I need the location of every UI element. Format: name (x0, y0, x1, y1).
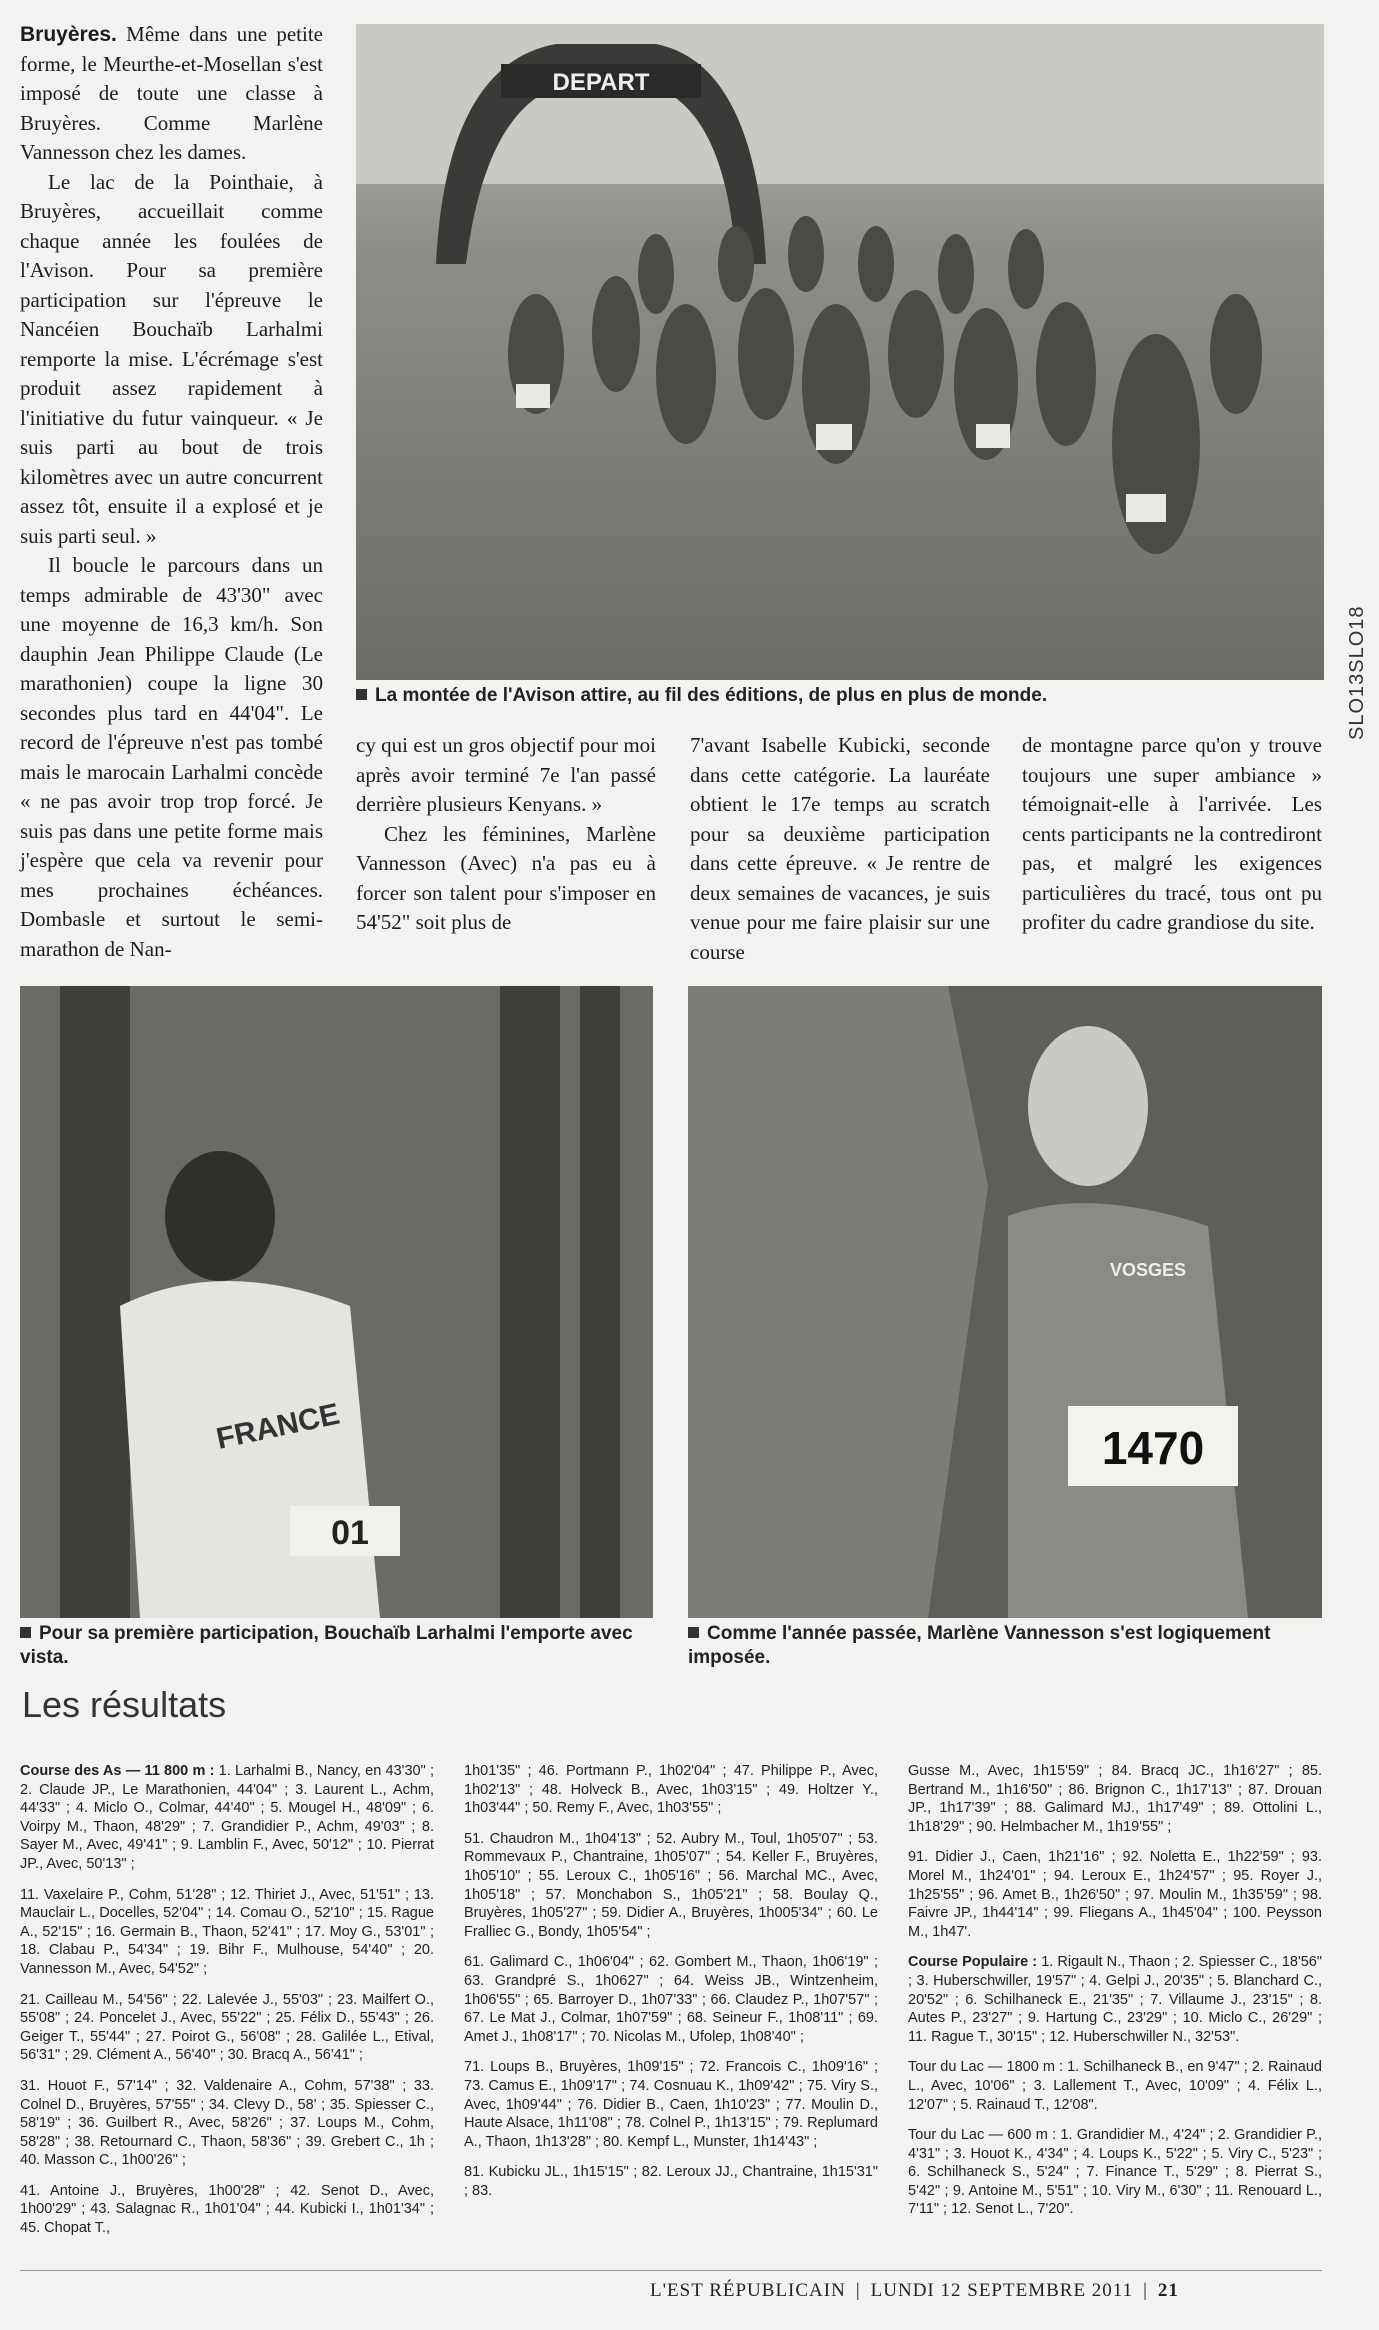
results-text: Tour du Lac — 600 m : 1. Grandidier M., 4'24" ; 2. Grandidier P., 4'31" ; 3. Houot K., 4'34" ; 4. Loups K., 5'22" ; 5. Viry C., 5'23" ; 6. Schilhaneck S., 5'24" ; 7. Finance T., 5'29" ; 8. Pierrat S., 5'42" ; 9. Antoine M., 5'51" ; 10. Viry M., 6'30" ; 11. Renouard L., 7'11" ; 12. Senot L., 7'20". (908, 2127, 1322, 2218)
paragraph (356, 731, 656, 820)
race-label: Course des As — 11 800 m : (20, 1763, 215, 1779)
paragraph-text: Même dans une petite forme, le Meurthe-et-Mosellan s'est imposé de toute une classe à Bruyères. Comme Marlène Vannesson chez les dames. (20, 22, 323, 164)
results-column-2 (464, 1762, 878, 2212)
photo-caption-top (356, 684, 1324, 708)
results-text: 91. Didier J., Caen, 1h21'16" ; 92. Noletta E., 1h22'59" ; 93. Morel M., 1h24'01" ; 94. Leroux E., 1h24'57" ; 95. Royer J., 1h25'55" ; 96. Amet B., 1h26'50" ; 97. Moulin M., 1h35'59" ; 98. Faivre JP., 1h44'14" ; 99. Fliegans A., 1h45'04" ; 100. Peysson M., 1h47'. (908, 1849, 1322, 1940)
results-paragraph (464, 1830, 878, 1942)
newspaper-name: L'EST RÉPUBLICAIN (650, 2280, 846, 2301)
page-number: 21 (1157, 2280, 1179, 2301)
photo-caption-right (688, 1622, 1322, 1670)
issue-date: LUNDI 12 SEPTEMBRE 2011 (870, 2280, 1134, 2301)
caption-bullet-icon (356, 689, 367, 700)
results-text: 1h01'35" ; 46. Portmann P., 1h02'04" ; 47. Philippe P., Avec, 1h02'13" ; 48. Holveck B., Avec, 1h03'15" ; 49. Holtzer Y., 1h03'44" ; 50. Remy F., Avec, 1h03'55" ; (464, 1763, 878, 1817)
paragraph (356, 820, 656, 938)
results-paragraph (20, 1991, 434, 2065)
results-paragraph (908, 1848, 1322, 1941)
results-text: 41. Antoine J., Bruyères, 1h00'28" ; 42. Senot D., Avec, 1h00'29" ; 43. Salagnac R., 1h01'04" ; 44. Kubicki I., 1h01'34" ; 45. Chopat T., (20, 2182, 434, 2237)
shirt-text: VOSGES (1109, 1260, 1187, 1280)
photo-race-start (356, 24, 1324, 680)
paragraph-text: Le lac de la Pointhaie, à Bruyères, accueillait comme chaque année les foulées de l'Avison. Pour sa première participation sur l'épreuve le Nancéien Bouchaïb Larhalmi remporte la mise. L'écrémage s'est produit assez rapidement à l'initiative du futur vainqueur. « Je suis parti au bout de trois kilomètres avec un autre concurrent assez tôt, ensuite il a explosé et je suis parti seul. » (20, 169, 323, 548)
caption-bullet-icon (20, 1627, 31, 1638)
runner-man-image (20, 986, 653, 1618)
race-label: Course Populaire : (908, 1954, 1038, 1971)
results-paragraph (908, 1762, 1322, 1836)
paragraph (690, 731, 990, 967)
paragraph (1022, 731, 1322, 938)
results-paragraph (20, 2077, 434, 2170)
results-column-3 (908, 1762, 1322, 2231)
results-paragraph (464, 1953, 878, 2046)
results-text: 61. Galimard C., 1h06'04" ; 62. Gombert M., Thaon, 1h06'19" ; 63. Grandpré S., 1h0627" ; 64. Weiss JB., Wintzenheim, 1h06'55" ; 65. Barroyer D., 1h07'33" ; 66. Claudez P., 1h07'57" ; 67. Le Mat J., Colmar, 1h07'59" ; 68. Seineur F., 1h08'11" ; 69. Amet J., 1h08'17" ; 70. Nicolas M., Ufolep, 1h08'40" ; (464, 1954, 878, 2045)
bib-number: 1470 (1101, 1422, 1205, 1474)
results-text: 81. Kubicku JL., 1h15'15" ; 82. Leroux JJ., Chantraine, 1h15'31" ; 83. (464, 2164, 878, 2199)
results-text: 21. Cailleau M., 54'56" ; 22. Lalevée J., 55'03" ; 23. Mailfert O., 55'08" ; 24. Poncelet J., Avec, 55'22" ; 25. Félix D., 55'43" ; 26. Geiger T., 55'44" ; 27. Poirot G., 56'08" ; 28. Galilée L., Etival, 56'31" ; 29. Clément A., 56'40" ; 30. Bracq A., 56'41" ; (20, 1991, 434, 2064)
photo-caption-left (20, 1622, 653, 1670)
side-code: SLO13SLO18 (1346, 605, 1368, 740)
runner-woman-image (688, 986, 1322, 1618)
results-text: 31. Houot F., 57'14" ; 32. Valdenaire A., Cohm, 57'38" ; 33. Colnel D., Bruyères, 57'55" ; 34. Clevy D., 58' ; 35. Spiesser C., 58'19" ; 36. Guilbert R., Avec, 58'26" ; 37. Loups M., Cohm, 58'28" ; 38. Retournard C., Thaon, 58'36" ; 39. Grebert C., 1h ; 40. Masson C., 1h00'26" ; (20, 2077, 434, 2169)
caption-text: Comme l'année passée, Marlène Vannesson s'est logiquement imposée. (688, 1623, 1271, 1668)
shirt-text: FRANCE (213, 1397, 343, 1456)
caption-bullet-icon (688, 1627, 699, 1638)
results-title: Les résultats (22, 1684, 227, 1725)
results-paragraph (464, 2163, 878, 2200)
caption-text: La montée de l'Avison attire, au fil des éditions, de plus en plus de monde. (375, 685, 1048, 706)
paragraph (20, 168, 323, 552)
footer-rule (20, 2270, 1322, 2271)
paragraph (20, 551, 323, 964)
paragraph-text: Il boucle le parcours dans un temps admirable de 43'30" avec une moyenne de 16,3 km/h. Son dauphin Jean Philippe Claude (Le marathonien) coupe la ligne 30 secondes plus tard en 44'04". Le record de l'épreuve n'est pas tombé mais le marocain Larhalmi concède « ne pas avoir trop trop forcé. Je suis pas dans une petite forme mais j'espère que cela va revenir pour mes prochaines échéances. Dombasle et surtout le semi-marathon de Nan- (20, 553, 323, 961)
results-paragraph (464, 2058, 878, 2151)
lead-word: Bruyères. (20, 23, 117, 46)
results-column-1 (20, 1762, 434, 2250)
results-text: 1. Rigault N., Thaon ; 2. Spiesser C., 18'56" ; 3. Huberschwiller, 19'57" ; 4. Gelpi J., 20'35" ; 5. Blanchard C., 20'52" ; 6. Schilhaneck E., 21'35" ; 7. Villaume J., 23'15" ; 8. Autes P., 23'27" ; 9. Hartung C., 23'29" ; 10. Miclo C., 26'29" ; 11. Rague T., 30'15" ; 12. Huberschwiller N., 32'53". (908, 1954, 1322, 2045)
results-paragraph (908, 2126, 1322, 2219)
results-text: 11. Vaxelaire P., Cohm, 51'28" ; 12. Thiriet J., Avec, 51'51" ; 13. Mauclair L., Docelles, 52'04" ; 14. Comau O., 52'10" ; 15. Rague A., 52'15" ; 16. Germain B., Thaon, 52'41" ; 17. Moy G., 53'01" ; 18. Clabau P., 54'34" ; 19. Bihr F., Mulhouse, 54'40" ; 20. Vannesson M., Avec, 54'52" ; (20, 1886, 434, 1977)
article-column-2 (356, 731, 656, 938)
results-text: 1. Larhalmi B., Nancy, en 43'30" ; 2. Claude JP., Le Marathonien, 44'04" ; 3. Laurent L., Achm, 44'33" ; 4. Miclo O., Colmar, 44'40" ; 5. Mougel H., 48'09" ; 6. Voirpy M., Thaon, 48'29" ; 7. Grandidier P., Achm, 49'03" ; 8. Sayer M., Avec, 49'41" ; 9. Lamblin F., Avec, 50'12" ; 10. Pierrat JP., Avec, 50'13" ; (20, 1763, 434, 1872)
results-text: 71. Loups B., Bruyères, 1h09'15" ; 72. Francois C., 1h09'16" ; 73. Camus E., 1h09'17" ; 74. Cosnuau K., 1h09'42" ; 75. Viry S., Avec, 1h09'44" ; 76. Didier B., Caen, 1h10'23" ; 77. Moulin D., Haute Alsace, 1h11'08" ; 78. Colnel P., 1h13'15" ; 79. Replumard A., Thaon, 1h13'28" ; 80. Kempf L., Munster, 1h14'43" ; (464, 2059, 878, 2150)
caption-text: Pour sa première participation, Bouchaïb Larhalmi l'emporte avec vista. (20, 1623, 633, 1668)
results-paragraph (20, 2182, 434, 2238)
photo-winner-vannesson (688, 986, 1322, 1618)
arch-text: DEPART (552, 69, 650, 96)
page-footer: L'EST RÉPUBLICAIN | LUNDI 12 SEPTEMBRE 2011 | 21 (650, 2280, 1179, 2301)
results-text: Tour du Lac — 1800 m : 1. Schilhaneck B., en 9'47" ; 2. Rainaud L., Avec, 10'06" ; 3. Lallement T., Avec, 10'09" ; 4. Félix L., 12'07" ; 5. Rainaud T., 12'08". (908, 2059, 1322, 2113)
article-column-4 (1022, 731, 1322, 938)
paragraph (20, 20, 323, 168)
paragraph-text: 7'avant Isabelle Kubicki, seconde dans cette catégorie. La lauréate obtient le 17e temps au scratch pour sa deuxième participation dans cette épreuve. « Je rentre de deux semaines de vacances, je suis venue pour me faire plaisir sur une course (690, 733, 990, 964)
results-paragraph (20, 1762, 434, 1874)
crowd-runners-image (356, 24, 1324, 680)
article-column-1 (20, 20, 323, 964)
article-column-3 (690, 731, 990, 967)
paragraph-text: de montagne parce qu'on y trouve toujours une super ambiance » témoignait-elle à l'arrivée. Les cents participants ne la contrediront pas, et malgré les exigences particulières du tracé, tous ont pu profiter du cadre grandiose du site. (1022, 733, 1322, 934)
results-text: 51. Chaudron M., 1h04'13" ; 52. Aubry M., Toul, 1h05'07" ; 53. Rommevaux P., Chantraine, 1h05'07" ; 54. Keller F., Bruyères, 1h05'10" ; 55. Leroux C., 1h05'16" ; 56. Marchal MC., Avec, 1h05'18" ; 57. Monchabon S., 1h05'21" ; 58. Boulay Q., Bruyères, 1h05'27" ; 59. Didier A., Bruyères, 1h005'34" ; 60. Le Fralliec G., Bondy, 1h05'54" ; (464, 1830, 878, 1940)
paragraph-text: Chez les féminines, Marlène Vannesson (Avec) n'a pas eu à forcer son talent pour s'imposer en 54'52" soit plus de (356, 821, 656, 934)
results-paragraph (20, 1886, 434, 1979)
bib-number: 01 (331, 1514, 369, 1552)
results-paragraph (908, 2058, 1322, 2114)
results-paragraph (464, 1762, 878, 1818)
results-text: Gusse M., Avec, 1h15'59" ; 84. Bracq JC., 1h16'27" ; 85. Bertrand M., 1h16'50" ; 86. Brignon C., 1h17'13" ; 87. Drouan JP., 1h17'39" ; 88. Galimard MJ., 1h17'49" ; 89. Ottolini L., 1h18'29" ; 90. Helmbacher M., 1h19'55" ; (908, 1763, 1322, 1835)
results-paragraph (908, 1953, 1322, 2046)
paragraph-text: cy qui est un gros objectif pour moi après avoir terminé 7e l'an passé derrière plusieurs Kenyans. » (356, 733, 656, 816)
photo-winner-larhalmi (20, 986, 653, 1618)
